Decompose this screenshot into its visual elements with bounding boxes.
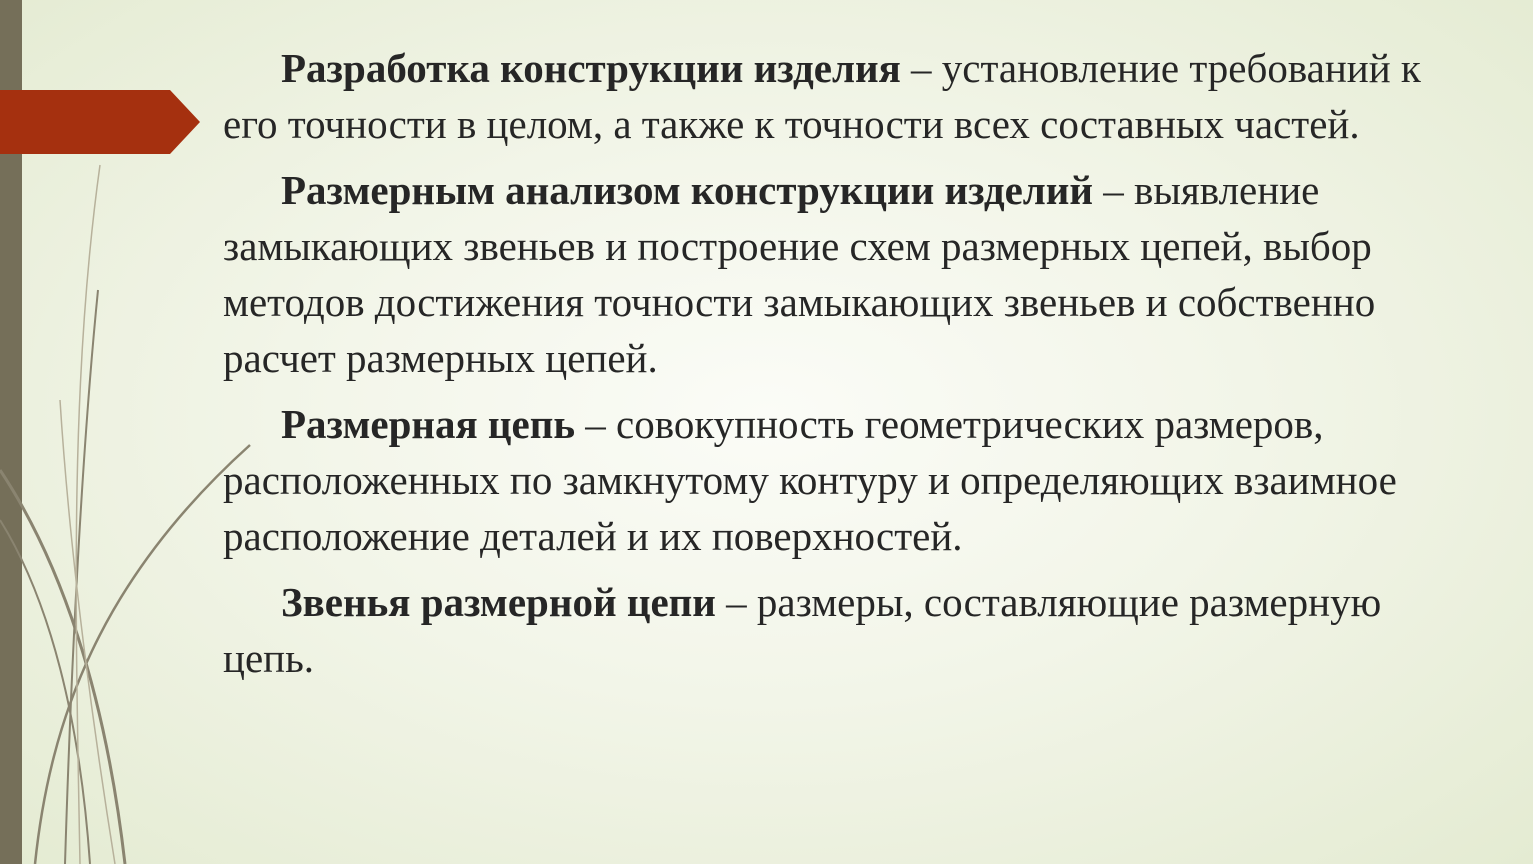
- term-label: Разработка конструкции изделия: [281, 45, 901, 91]
- paragraph-dimensional-analysis: [223, 162, 1423, 386]
- definition-text: – размеры, составляющие размерную цепь.: [223, 579, 1382, 681]
- term-label: Звенья размерной цепи: [281, 579, 716, 625]
- paragraph-design-definition: [223, 40, 1423, 152]
- slide-body: [223, 40, 1423, 696]
- term-label: Размерная цепь: [281, 401, 576, 447]
- definition-text: – установление требований к его точности в целом, а также к точности всех составных частей.: [223, 45, 1421, 147]
- paragraph-dimensional-chain: [223, 396, 1423, 564]
- term-label: Размерным анализом конструкции изделий: [281, 167, 1094, 213]
- paragraph-chain-links: [223, 574, 1423, 686]
- red-arrow-shape: [0, 90, 200, 154]
- definition-text: – выявление замыкающих звеньев и построение схем размерных цепей, выбор методов достижения точности замыкающих звеньев и собственно расчет размерных цепей.: [223, 167, 1376, 381]
- definition-text: – совокупность геометрических размеров, расположенных по замкнутому контуру и определяющих взаимное расположение деталей и их поверхностей.: [223, 401, 1397, 559]
